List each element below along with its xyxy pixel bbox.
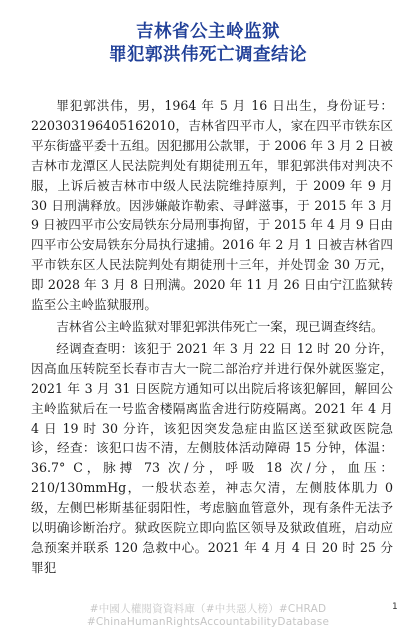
document-title-line1: 吉林省公主岭监狱 <box>136 22 280 42</box>
paragraph-findings: 经调查查明：该犯于 2021 年 3 月 22 日 12 时 20 分许，因高血压转院至长春市吉大一院二部治疗并进行保外就医鉴定，2021 年 3 月 31 日医院方通知可以出院后将该犯解回，解回公主岭监狱后在一号监舍楼隔离监舍进行防疫隔离。2021 年 4 月 4 日 19 时 30 分许，该犯因突发急症由监区送至狱政医院急诊，经查：该犯口齿不清，左侧肢体活动障碍 15 分钟，体温：36.7° C，脉搏 73 次/分，呼吸 18 次/分，血压：210/130mmHg，一般状态差，神志欠清，左侧肢体肌力 0 级，左侧巴彬斯基征弱阳性，考虑脑血管意外，现有条件无法予以明确诊断治疗。狱政医院立即向监区领导及狱政值班，启动应急预案并联系 120 急救中心。2021 年 4 月 4 日 20 时 25 分罪犯 <box>31 340 393 575</box>
watermark-line1: #中國人權閱資資料庫（#中共惡人榜）#CHRAD <box>89 603 327 615</box>
document-body <box>31 96 393 578</box>
document-title-line2: 罪犯郭洪伟死亡调查结论 <box>109 45 307 65</box>
paragraph-investigation-statement: 吉林省公主岭监狱对罪犯郭洪伟死亡一案，现已调查终结。 <box>56 318 384 334</box>
watermark-line2: #ChinaHumanRightsAccountabilityDatabase <box>86 616 330 628</box>
page-number: 1 <box>392 602 398 612</box>
paragraph-biography: 罪犯郭洪伟，男，1964 年 5 月 16 日出生，身份证号：220303196405162010，吉林省四平市人，家在四平市铁东区平东街盛平委十五组。因犯挪用公款罪，于 2006 年 3 月 2 日被吉林市龙潭区人民法院判处有期徒刑五年，罪犯郭洪伟对判决不服，上诉后被吉林市中级人民法院维持原判，于 2009 年 9 月 30 日刑满释放。因涉嫌敲诈勒索、寻衅滋事，于 2015 年 3 月 9 日被四平市公安局铁东分局刑事拘留，于 2015 年 4 月 9 日由四平市公安局铁东分局执行逮捕。2016 年 2 月 1 日被吉林省四平市铁东区人民法院判处有期徒刑十三年，并处罚金 30 万元，即 2028 年 3 月 8 日刑满。2020 年 11 月 26 日由宁江监狱转监至公主岭监狱服刑。 <box>31 98 393 313</box>
